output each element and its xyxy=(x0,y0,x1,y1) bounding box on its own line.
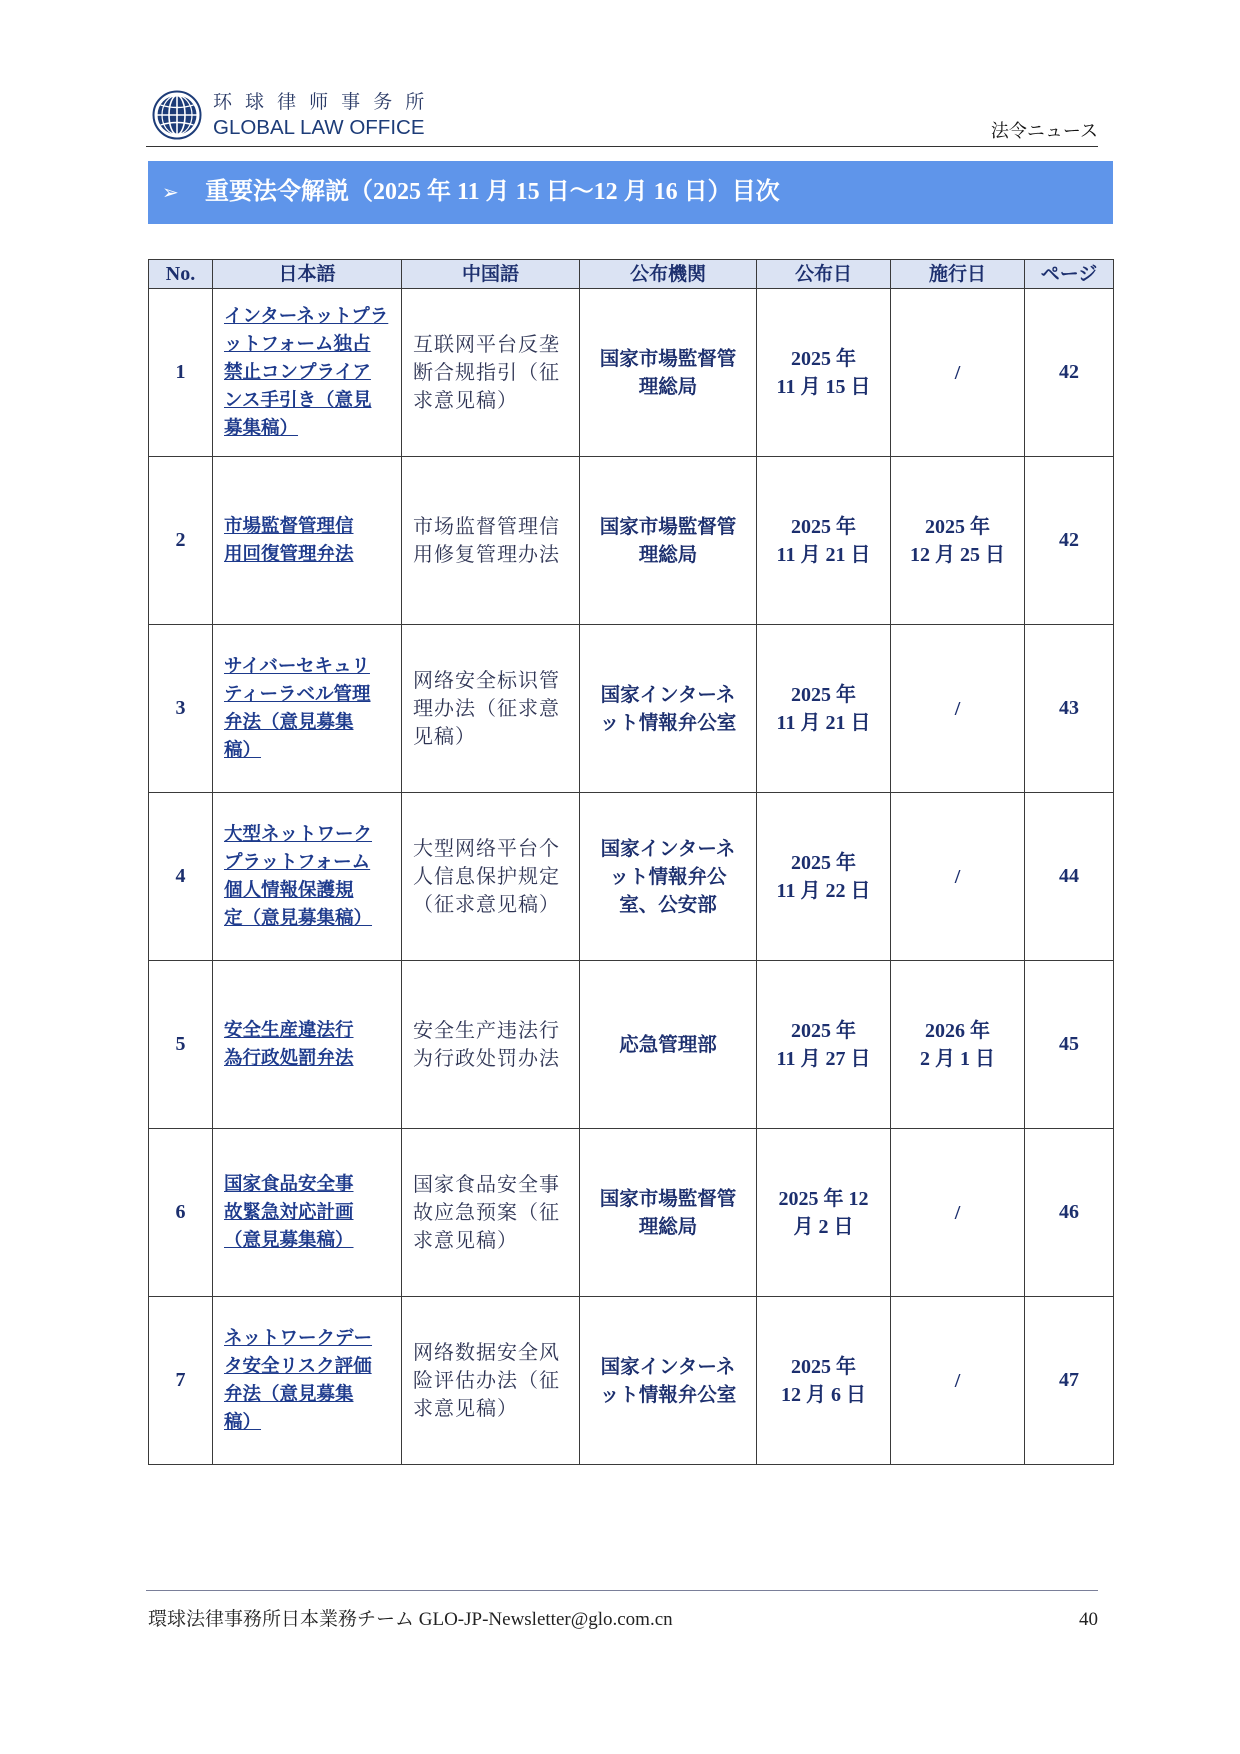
japanese-title-link[interactable]: サイバーセキュリ ティーラベル管理 弁法（意見募集 稿） xyxy=(224,655,371,761)
footer-divider xyxy=(146,1590,1098,1591)
cell-published xyxy=(757,1129,891,1297)
cell-japanese xyxy=(213,793,402,961)
publication-date: 2025 年 11 月 15 日 xyxy=(776,347,871,398)
cell-effective xyxy=(891,1297,1025,1465)
table-header-row xyxy=(149,260,1114,289)
column-header-chinese: 中国語 xyxy=(402,260,580,289)
cell-agency xyxy=(580,457,757,625)
cell-published xyxy=(757,625,891,793)
cell-number xyxy=(149,793,213,961)
cell-japanese xyxy=(213,1297,402,1465)
row-number: 2 xyxy=(175,529,186,551)
effective-date: / xyxy=(954,1201,961,1224)
cell-japanese xyxy=(213,457,402,625)
cell-page xyxy=(1025,457,1114,625)
cell-effective xyxy=(891,625,1025,793)
page-reference: 42 xyxy=(1059,361,1079,383)
japanese-title-link[interactable]: 安全生産違法行 為行政処罰弁法 xyxy=(224,1019,354,1069)
table-body xyxy=(149,289,1114,1465)
footer-contact: 環球法律事務所日本業務チーム GLO-JP-Newsletter@glo.com.cn xyxy=(148,1609,673,1630)
cell-published xyxy=(757,793,891,961)
japanese-title-link[interactable]: インターネットプラ ットフォーム独占 禁止コンプライア ンス手引き（意見 募集稿） xyxy=(224,305,389,439)
cell-effective xyxy=(891,961,1025,1129)
cell-agency xyxy=(580,1129,757,1297)
publication-date: 2025 年 11 月 27 日 xyxy=(776,1019,871,1070)
cell-page xyxy=(1025,793,1114,961)
table-row xyxy=(149,1129,1114,1297)
cell-chinese xyxy=(402,1129,580,1297)
cell-published xyxy=(757,1297,891,1465)
chinese-title: 国家食品安全事 故应急预案（征 求意见稿） xyxy=(413,1173,560,1252)
effective-date: 2025 年 12 月 25 日 xyxy=(910,515,1005,566)
title-bar xyxy=(148,161,1113,224)
publication-date: 2025 年 11 月 22 日 xyxy=(776,851,871,902)
table-row xyxy=(149,457,1114,625)
cell-number xyxy=(149,961,213,1129)
effective-date: / xyxy=(954,361,961,384)
cell-published xyxy=(757,289,891,457)
cell-number xyxy=(149,1129,213,1297)
cell-chinese xyxy=(402,793,580,961)
column-header-published: 公布日 xyxy=(757,260,891,289)
column-header-effective: 施行日 xyxy=(891,260,1025,289)
row-number: 7 xyxy=(175,1369,186,1391)
cell-japanese xyxy=(213,289,402,457)
cell-agency xyxy=(580,793,757,961)
table-row xyxy=(149,1297,1114,1465)
cell-number xyxy=(149,625,213,793)
page-reference: 42 xyxy=(1059,529,1079,551)
japanese-title-link[interactable]: 国家食品安全事 故緊急対応計画 （意見募集稿） xyxy=(224,1173,354,1251)
cell-page xyxy=(1025,289,1114,457)
cell-effective xyxy=(891,793,1025,961)
column-header-no: No. xyxy=(149,260,213,289)
cell-chinese xyxy=(402,457,580,625)
cell-effective xyxy=(891,1129,1025,1297)
effective-date: / xyxy=(954,865,961,888)
cell-number xyxy=(149,1297,213,1465)
cell-effective xyxy=(891,457,1025,625)
cell-chinese xyxy=(402,961,580,1129)
japanese-title-link[interactable]: 市場監督管理信 用回復管理弁法 xyxy=(224,515,354,565)
chinese-title: 大型网络平台个 人信息保护规定 （征求意见稿） xyxy=(413,837,560,916)
page-reference: 43 xyxy=(1059,697,1079,719)
chinese-title: 网络安全标识管 理办法（征求意 见稿） xyxy=(413,669,560,748)
row-number: 5 xyxy=(175,1033,186,1055)
table-row xyxy=(149,961,1114,1129)
cell-japanese xyxy=(213,1129,402,1297)
japanese-title-link[interactable]: ネットワークデー タ安全リスク評価 弁法（意見募集 稿） xyxy=(224,1327,373,1433)
cell-page xyxy=(1025,625,1114,793)
effective-date: / xyxy=(954,697,961,720)
contents-table xyxy=(148,259,1114,1465)
cell-agency xyxy=(580,1297,757,1465)
cell-number xyxy=(149,457,213,625)
effective-date: / xyxy=(954,1369,961,1392)
issuing-agency: 国家インターネ ット情報弁公室 xyxy=(599,682,737,734)
page-number: 40 xyxy=(1079,1609,1098,1630)
issuing-agency: 国家市場監督管 理総局 xyxy=(599,346,737,398)
cell-agency xyxy=(580,961,757,1129)
issuing-agency: 国家インターネ ット情報弁公 室、公安部 xyxy=(600,836,736,916)
logo-english-name: GLOBAL LAW OFFICE xyxy=(213,116,425,139)
row-number: 6 xyxy=(175,1201,186,1223)
chinese-title: 市场监督管理信 用修复管理办法 xyxy=(413,515,560,566)
page-reference: 47 xyxy=(1059,1369,1079,1391)
publication-date: 2025 年 11 月 21 日 xyxy=(776,683,871,734)
column-header-agency: 公布機関 xyxy=(580,260,757,289)
cell-japanese xyxy=(213,625,402,793)
table-row xyxy=(149,625,1114,793)
publication-date: 2025 年 11 月 21 日 xyxy=(776,515,871,566)
row-number: 3 xyxy=(175,697,186,719)
cell-published xyxy=(757,457,891,625)
cell-page xyxy=(1025,1297,1114,1465)
column-header-page: ページ xyxy=(1025,260,1114,289)
cell-page xyxy=(1025,961,1114,1129)
issuing-agency: 応急管理部 xyxy=(619,1032,717,1056)
cell-chinese xyxy=(402,289,580,457)
cell-number xyxy=(149,289,213,457)
chinese-title: 网络数据安全风 险评估办法（征 求意见稿） xyxy=(413,1341,560,1420)
issuing-agency: 国家市場監督管 理総局 xyxy=(599,1186,737,1238)
chinese-title: 互联网平台反垄 断合规指引（征 求意见稿） xyxy=(413,333,560,412)
japanese-title-link[interactable]: 大型ネットワーク プラットフォーム 個人情報保護規 定（意見募集稿） xyxy=(224,823,373,929)
page-reference: 44 xyxy=(1059,865,1079,887)
column-header-japanese: 日本語 xyxy=(213,260,402,289)
logo-chinese-name: 环 球 律 师 事 务 所 xyxy=(213,91,428,113)
section-label: 法令ニュース xyxy=(990,121,1098,142)
cell-published xyxy=(757,961,891,1129)
publication-date: 2025 年 12 月 6 日 xyxy=(781,1355,866,1406)
chinese-title: 安全生产违法行 为行政处罚办法 xyxy=(413,1019,560,1070)
cell-page xyxy=(1025,1129,1114,1297)
row-number: 4 xyxy=(175,865,186,887)
cell-chinese xyxy=(402,1297,580,1465)
publication-date: 2025 年 12 月 2 日 xyxy=(778,1187,869,1238)
table-row xyxy=(149,289,1114,457)
table-row xyxy=(149,793,1114,961)
page-reference: 45 xyxy=(1059,1033,1079,1055)
page-title: 重要法令解説（2025 年 11 月 15 日〜12 月 16 日）目次 xyxy=(205,179,780,205)
header-divider xyxy=(146,146,1098,147)
row-number: 1 xyxy=(175,361,186,383)
issuing-agency: 国家市場監督管 理総局 xyxy=(599,514,737,566)
company-logo xyxy=(150,90,440,142)
cell-japanese xyxy=(213,961,402,1129)
issuing-agency: 国家インターネ ット情報弁公室 xyxy=(599,1354,737,1406)
cell-agency xyxy=(580,289,757,457)
globe-icon xyxy=(152,90,202,140)
cell-agency xyxy=(580,625,757,793)
effective-date: 2026 年 2 月 1 日 xyxy=(920,1019,995,1070)
cell-chinese xyxy=(402,625,580,793)
arrow-bullet-icon: ➢ xyxy=(162,180,179,204)
page-reference: 46 xyxy=(1059,1201,1079,1223)
cell-effective xyxy=(891,289,1025,457)
